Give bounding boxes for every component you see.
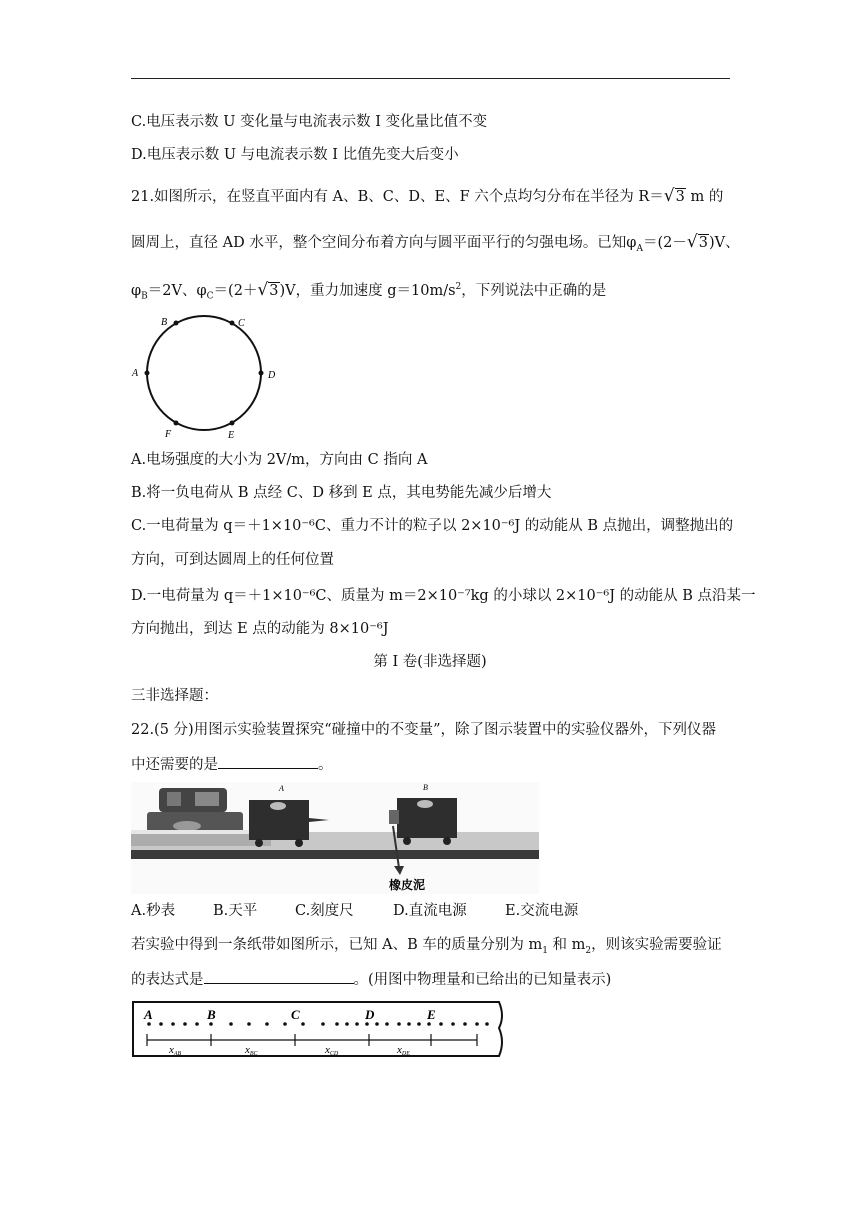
text: 。 bbox=[318, 757, 333, 773]
option-21-b: B.将一负电荷从 B 点经 C、D 移到 E 点，其电势能先减少后增大 bbox=[131, 485, 552, 501]
radicand: 3 bbox=[269, 282, 279, 299]
cart-a-label: A bbox=[279, 784, 284, 793]
cart-a-hole bbox=[270, 802, 286, 810]
label-c: C bbox=[238, 318, 245, 329]
option-22-b: B.天平 bbox=[213, 903, 258, 919]
text: 圆周上，直径 AD 水平，整个空间分布着方向与圆平面平行的匀强电场。已知φ bbox=[131, 235, 637, 251]
text: )V，重力加速度 g＝10m/s bbox=[279, 282, 456, 299]
tape-label-a: A bbox=[144, 1007, 153, 1022]
tape-dot bbox=[283, 1022, 287, 1026]
option-21-c-line1: C.一电荷量为 q＝＋1×10⁻⁶C、重力不计的粒子以 2×10⁻⁶J 的动能从 B 点抛出，调整抛出的 bbox=[131, 518, 734, 534]
tape-dot bbox=[439, 1022, 443, 1026]
option-22-c: C.刻度尺 bbox=[295, 903, 354, 919]
tape-dot bbox=[209, 1022, 213, 1026]
point-d bbox=[259, 371, 264, 376]
circle bbox=[147, 316, 261, 430]
cart-figure bbox=[131, 782, 539, 894]
subscript: 1 bbox=[542, 945, 548, 956]
point-a bbox=[145, 371, 150, 376]
subscript: B bbox=[141, 291, 148, 302]
text: 和 m bbox=[547, 937, 586, 953]
circle-figure bbox=[128, 306, 278, 446]
option-21-c-line2: 方向，可到达圆周上的任何位置 bbox=[131, 552, 334, 568]
sqrt-sign: √3 bbox=[663, 186, 685, 206]
tape-dot bbox=[229, 1022, 233, 1026]
label-a: A bbox=[132, 368, 139, 379]
tape-dot bbox=[247, 1022, 251, 1026]
track-side bbox=[131, 850, 539, 859]
tape-dot bbox=[463, 1022, 467, 1026]
timer-knob bbox=[195, 792, 219, 806]
text: m 的 bbox=[685, 189, 724, 205]
header-rule bbox=[131, 78, 730, 79]
text: 。(用图中物理量和已给出的已知量表示) bbox=[353, 972, 612, 988]
tape-dot bbox=[385, 1022, 389, 1026]
point-e bbox=[230, 421, 235, 426]
wheel-icon bbox=[443, 837, 451, 845]
question-21-line1 bbox=[131, 186, 723, 207]
label-e: E bbox=[228, 430, 235, 441]
section-heading: 三非选择题： bbox=[131, 688, 218, 704]
wheel-icon bbox=[403, 837, 411, 845]
text: φ bbox=[131, 282, 142, 299]
tape-dot bbox=[265, 1022, 269, 1026]
label-d: D bbox=[268, 370, 276, 381]
text: ，则该实验需要验证 bbox=[591, 937, 722, 953]
text: ，下列说法中正确的是 bbox=[461, 282, 607, 299]
tape-dot bbox=[321, 1022, 325, 1026]
option-d-prev: D.电压表示数 U 与电流表示数 I 比值先变大后变小 bbox=[131, 147, 459, 163]
sqrt-sign: √3 bbox=[686, 232, 708, 252]
tape-dot bbox=[183, 1022, 187, 1026]
tape-dot bbox=[417, 1022, 421, 1026]
tape-label-c: C bbox=[291, 1007, 300, 1022]
option-21-d-line1: D.一电荷量为 q＝＋1×10⁻⁶C、质量为 m＝2×10⁻⁷kg 的小球以 2×10⁻⁶J 的动能从 B 点沿某一 bbox=[131, 588, 756, 604]
question-22-line1: 22.(5 分)用图示实验装置探究“碰撞中的不变量”，除了图示装置中的实验仪器外，下列仪器 bbox=[131, 722, 717, 738]
point-b bbox=[174, 321, 179, 326]
text: ＝(2－ bbox=[642, 235, 687, 251]
text: ＝2V、φ bbox=[147, 282, 207, 299]
tape-dot bbox=[355, 1022, 359, 1026]
question-22-line2 bbox=[131, 754, 333, 775]
timer-wheel bbox=[173, 821, 201, 831]
question-22-line4 bbox=[131, 969, 611, 990]
answer-blank-1 bbox=[218, 754, 318, 769]
sqrt-sign: √3 bbox=[257, 279, 279, 300]
tape-dot bbox=[375, 1022, 379, 1026]
section-title: 第 I 卷(非选择题) bbox=[373, 654, 487, 670]
text: 21.如图所示，在竖直平面内有 A、B、C、D、E、F 六个点均匀分布在半径为 R＝ bbox=[131, 189, 664, 205]
point-c bbox=[230, 321, 235, 326]
tape-dot bbox=[345, 1022, 349, 1026]
radicand: 3 bbox=[698, 235, 708, 251]
wheel-icon bbox=[295, 839, 303, 847]
tape-dot bbox=[397, 1022, 401, 1026]
segment-label-cd: xCD bbox=[325, 1044, 339, 1057]
tape-dot bbox=[171, 1022, 175, 1026]
subscript: C bbox=[206, 291, 214, 302]
option-22-a: A.秒表 bbox=[131, 903, 176, 919]
question-21-line2 bbox=[131, 232, 740, 259]
option-c-prev: C.电压表示数 U 变化量与电流表示数 I 变化量比值不变 bbox=[131, 114, 488, 130]
text: )V、 bbox=[708, 235, 740, 251]
label-b: B bbox=[161, 317, 168, 328]
tape-figure bbox=[131, 998, 515, 1060]
wheel-icon bbox=[255, 839, 263, 847]
tape-label-d: D bbox=[365, 1007, 375, 1022]
option-22-d: D.直流电源 bbox=[393, 903, 467, 919]
tape-label-e: E bbox=[427, 1007, 436, 1022]
tape-dot bbox=[159, 1022, 163, 1026]
tape-dot bbox=[451, 1022, 455, 1026]
paper-tape bbox=[131, 830, 251, 834]
tape-dot bbox=[195, 1022, 199, 1026]
option-22-e: E.交流电源 bbox=[505, 903, 579, 919]
tape-label-b: B bbox=[207, 1007, 216, 1022]
tape-dot bbox=[147, 1022, 151, 1026]
question-21-line3 bbox=[131, 277, 606, 307]
segment-label-de: xDE bbox=[397, 1044, 410, 1057]
subscript: A bbox=[636, 243, 643, 254]
option-21-a: A.电场强度的大小为 2V/m，方向由 C 指向 A bbox=[131, 452, 428, 468]
tape-dot bbox=[475, 1022, 479, 1026]
text: 若实验中得到一条纸带如图所示，已知 A、B 车的质量分别为 m bbox=[131, 937, 543, 953]
option-21-d-line2: 方向抛出，到达 E 点的动能为 8×10⁻⁶J bbox=[131, 621, 389, 637]
segment-label-ab: xAB bbox=[169, 1044, 182, 1057]
clay-label: 橡皮泥 bbox=[389, 878, 426, 892]
tape-dot bbox=[427, 1022, 431, 1026]
clay-lump bbox=[389, 810, 399, 824]
question-22-line3 bbox=[131, 935, 722, 961]
question-22-options bbox=[131, 901, 578, 921]
text: 的表达式是 bbox=[131, 972, 204, 988]
tape-dot bbox=[335, 1022, 339, 1026]
label-f: F bbox=[165, 429, 172, 440]
tape-dot bbox=[407, 1022, 411, 1026]
tape-dot bbox=[365, 1022, 369, 1026]
timer-knob bbox=[167, 792, 181, 806]
answer-blank-2 bbox=[204, 969, 354, 984]
cart-b-label: B bbox=[423, 783, 428, 792]
segment-label-bc: xBC bbox=[245, 1044, 258, 1057]
tape-outline bbox=[133, 1002, 502, 1056]
subscript: 2 bbox=[585, 945, 592, 956]
radicand: 3 bbox=[675, 189, 685, 205]
text: 中还需要的是 bbox=[131, 757, 218, 773]
point-f bbox=[174, 421, 179, 426]
superscript: 2 bbox=[455, 282, 462, 292]
tape-dot bbox=[485, 1022, 489, 1026]
text: ＝(2＋ bbox=[213, 282, 258, 299]
tape-dot bbox=[301, 1022, 305, 1026]
cart-b-hole bbox=[417, 800, 433, 808]
